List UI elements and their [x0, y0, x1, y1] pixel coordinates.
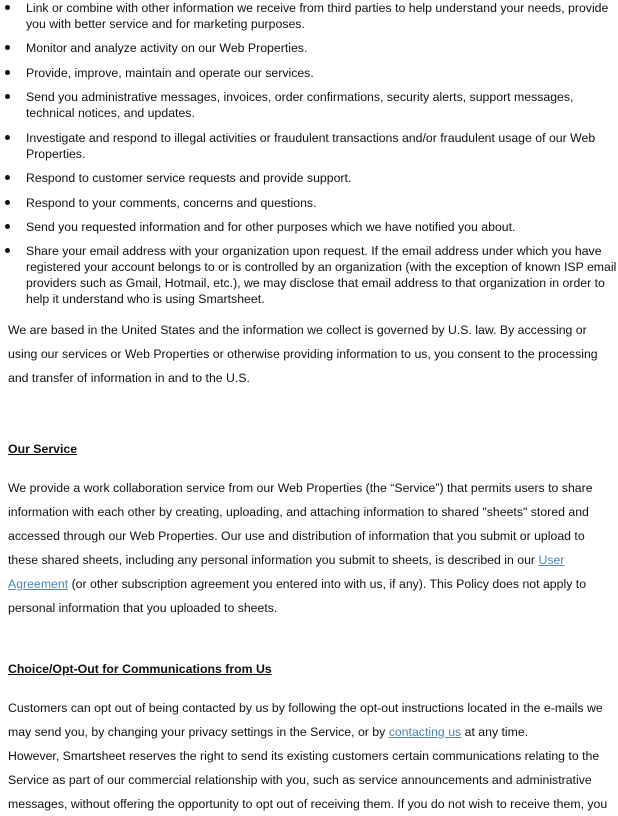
our-service-heading: Our Service	[8, 442, 78, 456]
list-item: Share your email address with your organization upon request. If the email address under which you have registered your account belongs to or is controlled by an organization (with the exception of known ISP email providers such as Gmail, Hotmail, etc.), we may disclose that email address to that organization in order to help it understand who is using Smartsheet.	[26, 244, 617, 306]
our-service-text: We provide a work collaboration service from our Web Properties (the “Service”) that permits users to share information with each other by creating, uploading, and attaching information to shared "sheets" stored and accessed through our Web Properties. Our use and distribution of information that you submit or upload to these shared sheets, including any personal information you submit to sheets, is described in our	[8, 481, 593, 567]
our-service-text-end: (or other subscription agreement you entered into with us, if any). This Policy does not apply to personal information that you uploaded to sheets.	[8, 577, 587, 615]
communications-paragraph: However, Smartsheet reserves the right to send its existing customers certain communications relating to the Service as part of our commercial relationship with you, such as service announcements and administrative messages, without offering the opportunity to opt out of receiving them. If you do not wish to receive them, you	[8, 749, 608, 811]
opt-out-text: Customers can opt out of being contacted by us by following the opt-out instructions located in the e-mails we may send you, by changing your privacy settings in the Service, or by	[8, 701, 603, 739]
list-item: Respond to your comments, concerns and questions.	[26, 195, 618, 211]
list-item: Monitor and analyze activity on our Web Properties.	[26, 40, 618, 56]
user-agreement-link[interactable]: User Agreement	[8, 553, 565, 591]
contacting-us-link[interactable]: contacting us	[388, 725, 462, 739]
list-item: Respond to customer service requests and provide support.	[26, 170, 618, 186]
list-item: Provide, improve, maintain and operate our services.	[26, 65, 618, 81]
list-item: Investigate and respond to illegal activities or fraudulent transactions and/or fraudulent usage of our Web Properties.	[26, 130, 618, 162]
list-item: Send you administrative messages, invoices, order confirmations, security alerts, support messages, technical notices, and updates.	[26, 89, 618, 121]
choice-heading: Choice/Opt-Out for Communications from Us	[8, 662, 272, 676]
list-item: Link or combine with other information we receive from third parties to help understand your needs, provide you with better service and for marketing purposes.	[26, 0, 618, 32]
opt-out-paragraph	[8, 696, 614, 744]
us-law-paragraph: We are based in the United States and the information we collect is governed by U.S. law. By accessing or using our services or Web Properties or otherwise providing information to us, you consent to the processing and transfer of information in and to the U.S.	[8, 323, 598, 385]
our-service-paragraph	[8, 476, 614, 620]
opt-out-text-end: at any time.	[461, 725, 529, 739]
list-item: Send you requested information and for other purposes which we have notified you about.	[26, 219, 618, 235]
